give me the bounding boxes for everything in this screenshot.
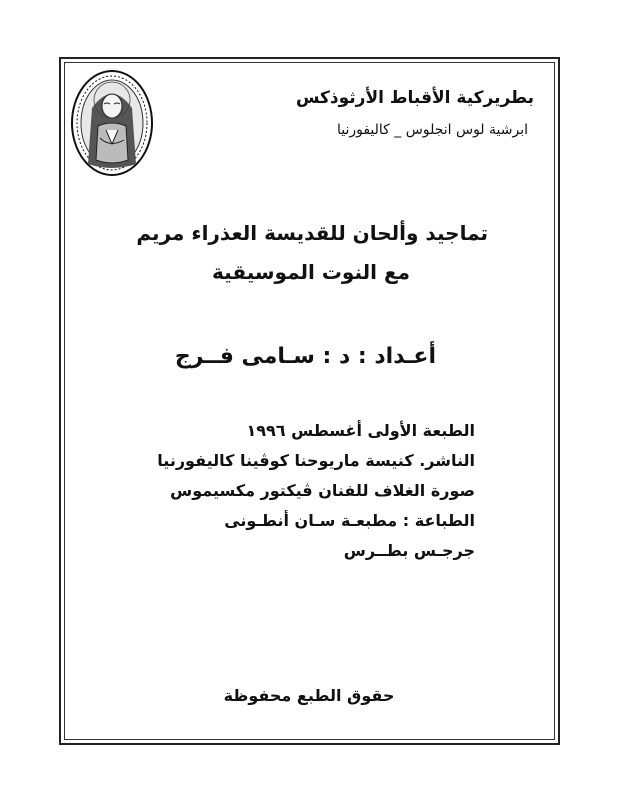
copyright-notice: حقوق الطبع محفوظة xyxy=(223,686,395,705)
diocese-subtitle: ابرشية لوس انجلوس _ كاليفورنيا xyxy=(336,122,528,138)
book-title-line-1: تماجيد وألحان للقديسة العذراء مريم xyxy=(136,221,488,245)
printer-line: الطباعة : مطبعـة سـان أنطـونى xyxy=(224,511,475,530)
printer-name-line: جرجـس بطــرس xyxy=(343,541,475,560)
book-title-line-2: مع النوت الموسيقية xyxy=(212,260,410,284)
virgin-mary-medallion-icon xyxy=(70,68,154,178)
publication-details xyxy=(157,416,475,566)
cover-artist-line: صورة الغلاف للفنان ڤيكتور مكسيموس xyxy=(170,481,475,500)
patriarchate-title: بطريركية الأقباط الأرثوذكس xyxy=(296,88,534,108)
publisher-line: الناشر. كنيسة ماريوحنا كوڤينا كاليفورنيا xyxy=(157,451,475,470)
author-credit: أعـداد : د : سـامى فــرج xyxy=(174,344,436,369)
edition-line: الطبعة الأولى أغسطس ١٩٩٦ xyxy=(246,421,475,440)
